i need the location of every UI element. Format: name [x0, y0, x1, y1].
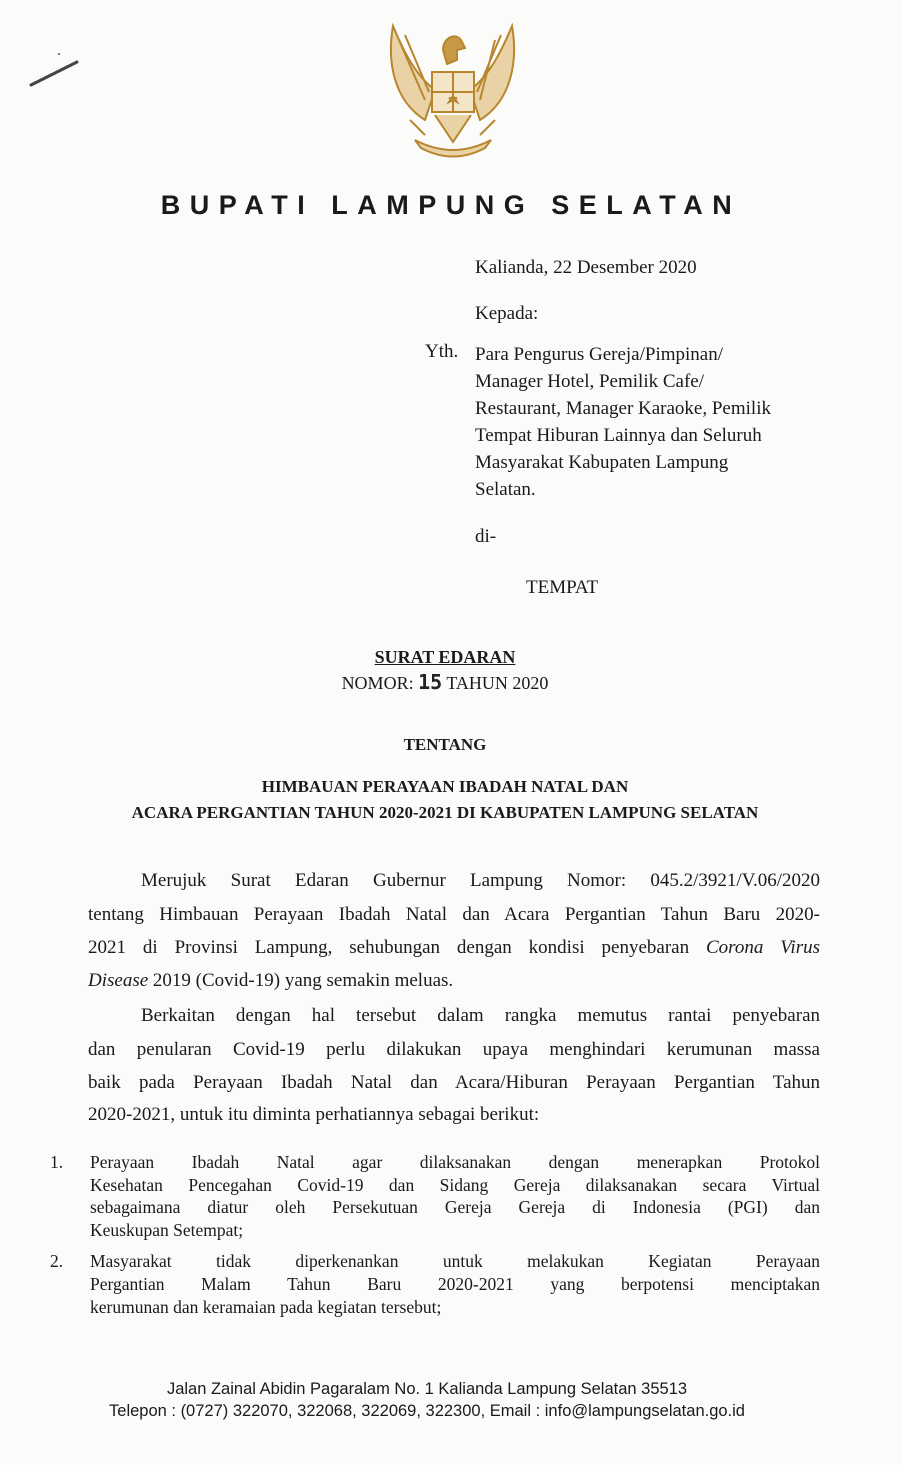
list-line: kerumunan dan keramaian pada kegiatan tersebut;: [90, 1297, 442, 1317]
addressee-line: Restaurant, Manager Karaoke, Pemilik: [475, 398, 771, 419]
addressee-block: [475, 341, 771, 503]
addressee-line: Masyarakat Kabupaten Lampung: [475, 452, 729, 473]
list-line: sebagaimana diatur oleh Persekutuan Gereja Gereja di Indonesia (PGI) dan: [90, 1197, 820, 1217]
list-line: Masyarakat tidak diperkenankan untuk melakukan Kegiatan Perayaan: [90, 1251, 820, 1271]
paragraph-line: 2020-2021, untuk itu diminta perhatiannya sebagai berikut:: [88, 1104, 540, 1125]
list-number: 2.: [50, 1251, 64, 1271]
list-line: Pergantian Malam Tahun Baru 2020-2021 yang berpotensi menciptakan: [90, 1274, 820, 1294]
surat-edaran-heading: SURAT EDARAN: [374, 647, 516, 667]
paragraph-line: tentang Himbauan Perayaan Ibadah Natal dan Acara Pergantian Tahun Baru 2020-: [88, 904, 820, 925]
addressee-line: Tempat Hiburan Lainnya dan Seluruh: [475, 425, 762, 446]
garuda-emblem-icon: [385, 20, 520, 165]
paragraph-line: [88, 970, 820, 992]
paragraph-line: Berkaitan dengan hal tersebut dalam rangka memutus rantai penyebaran: [141, 1005, 820, 1026]
nomor-prefix: NOMOR:: [341, 673, 414, 693]
paragraph-line: dan penularan Covid-19 perlu dilakukan upaya menghindari kerumunan massa: [88, 1039, 820, 1060]
list-number: 1.: [50, 1152, 64, 1172]
paragraph-line: [88, 937, 820, 959]
list-line: Keuskupan Setempat;: [90, 1220, 244, 1240]
footer-contact: Telepon : (0727) 322070, 322068, 322069, 322300, Email : info@lampungselatan.go.id: [109, 1402, 745, 1420]
nomor-line: [0, 670, 890, 694]
text-span: 2021 di Provinsi Lampung, sehubungan dengan kondisi penyebaran: [88, 937, 690, 958]
italic-term: Disease: [88, 970, 149, 991]
addressee-line: Selatan.: [475, 479, 536, 500]
italic-term: Corona Virus: [705, 937, 821, 958]
kepada-label: Kepada:: [475, 303, 539, 324]
issuer-title: BUPATI LAMPUNG SELATAN: [160, 190, 742, 220]
subject-line: HIMBAUAN PERAYAAN IBADAH NATAL DAN: [261, 777, 629, 796]
paragraph-line: Merujuk Surat Edaran Gubernur Lampung Nomor: 045.2/3921/V.06/2020: [141, 870, 820, 891]
footer-address: Jalan Zainal Abidin Pagaralam No. 1 Kalianda Lampung Selatan 35513: [166, 1380, 688, 1398]
nomor-value: 15: [418, 670, 443, 694]
tempat-label: TEMPAT: [526, 577, 599, 598]
nomor-suffix: TAHUN 2020: [446, 673, 549, 693]
list-line: Perayaan Ibadah Natal agar dilaksanakan dengan menerapkan Protokol: [90, 1152, 820, 1172]
paragraph-line: baik pada Perayaan Ibadah Natal dan Acara/Hiburan Perayaan Pergantian Tahun: [88, 1072, 820, 1093]
addressee-line: Manager Hotel, Pemilik Cafe/: [475, 371, 704, 392]
di-label: di-: [475, 526, 497, 547]
yth-label: Yth.: [425, 341, 459, 362]
tentang-heading: TENTANG: [403, 735, 487, 754]
pen-mark: [25, 50, 85, 95]
subject-line: ACARA PERGANTIAN TAHUN 2020-2021 DI KABUPATEN LAMPUNG SELATAN: [131, 803, 759, 822]
addressee-line: Para Pengurus Gereja/Pimpinan/: [475, 344, 724, 365]
list-line: Kesehatan Pencegahan Covid-19 dan Sidang Gereja dilaksanakan secara Virtual: [90, 1175, 820, 1195]
text-span: 2019 (Covid-19) yang semakin meluas.: [148, 970, 454, 991]
letter-date: Kalianda, 22 Desember 2020: [475, 257, 697, 278]
